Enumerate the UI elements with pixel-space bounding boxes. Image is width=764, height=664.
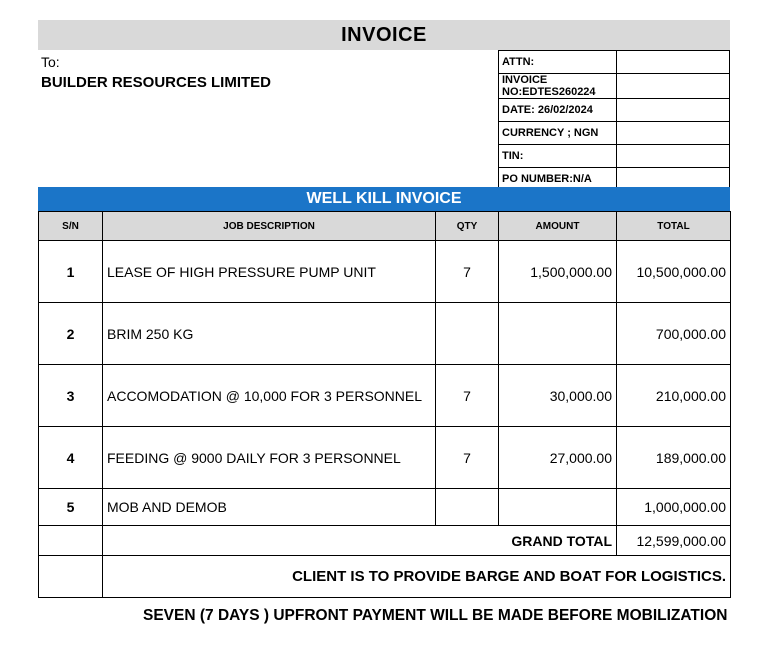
table-row (39, 303, 731, 365)
col-header-sn: S/N (39, 212, 103, 241)
cell-sn-empty (39, 556, 103, 598)
cell-qty (436, 489, 499, 526)
cell-sn: 5 (39, 489, 103, 526)
col-header-amount: AMOUNT (499, 212, 617, 241)
cell-sn-empty (39, 526, 103, 556)
cell-qty (436, 303, 499, 365)
cell-sn: 4 (39, 427, 103, 489)
table-row (39, 365, 731, 427)
info-label: PO NUMBER:N/A (499, 168, 617, 191)
section-title: WELL KILL INVOICE (38, 187, 730, 211)
cell-sn: 1 (39, 241, 103, 303)
info-value (617, 99, 730, 122)
cell-qty: 7 (436, 427, 499, 489)
cell-description: ACCOMODATION @ 10,000 FOR 3 PERSONNEL (103, 365, 436, 427)
payment-note: SEVEN (7 DAYS ) UPFRONT PAYMENT WILL BE MADE BEFORE MOBILIZATION (143, 607, 728, 624)
client-name: BUILDER RESOURCES LIMITED (41, 74, 272, 91)
info-label: TIN: (499, 145, 617, 168)
cell-amount: 1,500,000.00 (499, 241, 617, 303)
cell-amount: 27,000.00 (499, 427, 617, 489)
table-row (39, 489, 731, 526)
cell-total: 189,000.00 (617, 427, 731, 489)
info-value (617, 74, 730, 99)
items-table (38, 211, 731, 598)
cell-description: MOB AND DEMOB (103, 489, 436, 526)
info-row-currency (499, 122, 730, 145)
grand-total-value: 12,599,000.00 (617, 526, 731, 556)
grand-total-label: GRAND TOTAL (103, 526, 617, 556)
info-label: INVOICE NO:EDTES260224 (499, 74, 617, 99)
table-row (39, 427, 731, 489)
info-label: ATTN: (499, 51, 617, 74)
info-label: DATE: 26/02/2024 (499, 99, 617, 122)
invoice-info-table (498, 50, 730, 191)
cell-description: LEASE OF HIGH PRESSURE PUMP UNIT (103, 241, 436, 303)
info-value (617, 51, 730, 74)
col-header-qty: QTY (436, 212, 499, 241)
info-row-invoice-no (499, 74, 730, 99)
client-note-row (39, 556, 731, 598)
to-label: To: (41, 54, 60, 70)
cell-total: 210,000.00 (617, 365, 731, 427)
info-row-date (499, 99, 730, 122)
grand-total-row (39, 526, 731, 556)
info-row-tin (499, 145, 730, 168)
cell-amount (499, 303, 617, 365)
info-value (617, 145, 730, 168)
cell-sn: 2 (39, 303, 103, 365)
client-note: CLIENT IS TO PROVIDE BARGE AND BOAT FOR LOGISTICS. (103, 556, 731, 598)
col-header-description: JOB DESCRIPTION (103, 212, 436, 241)
cell-qty: 7 (436, 365, 499, 427)
info-row-attn (499, 51, 730, 74)
table-row (39, 241, 731, 303)
cell-total: 1,000,000.00 (617, 489, 731, 526)
cell-description: FEEDING @ 9000 DAILY FOR 3 PERSONNEL (103, 427, 436, 489)
invoice-title: INVOICE (38, 20, 730, 50)
cell-total: 10,500,000.00 (617, 241, 731, 303)
cell-total: 700,000.00 (617, 303, 731, 365)
cell-description: BRIM 250 KG (103, 303, 436, 365)
cell-amount (499, 489, 617, 526)
table-header (39, 212, 731, 241)
info-label: CURRENCY ; NGN (499, 122, 617, 145)
info-value (617, 122, 730, 145)
cell-qty: 7 (436, 241, 499, 303)
col-header-total: TOTAL (617, 212, 731, 241)
cell-sn: 3 (39, 365, 103, 427)
cell-amount: 30,000.00 (499, 365, 617, 427)
